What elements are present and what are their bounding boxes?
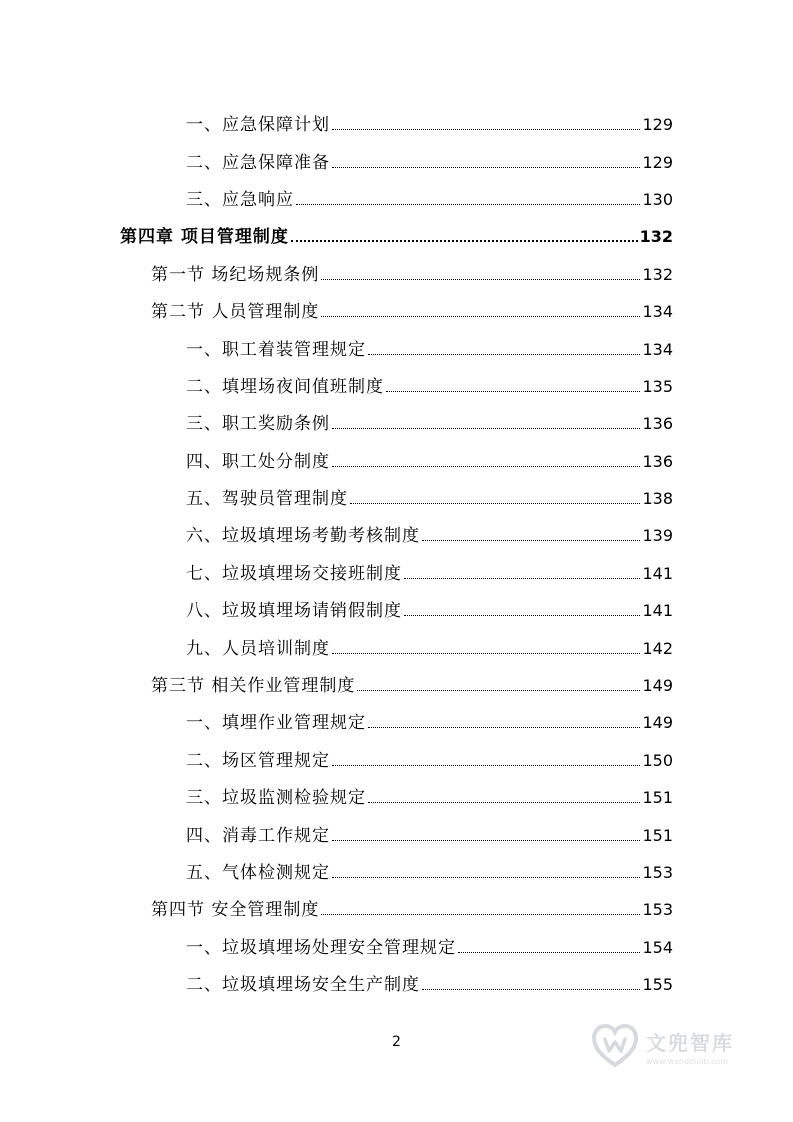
toc-entry-label: 八、垃圾填埋场请销假制度	[186, 601, 402, 622]
toc-entry-page: 141	[642, 563, 673, 583]
toc-entry-page: 151	[642, 788, 673, 808]
toc-section-entry[interactable]	[0, 291, 793, 328]
toc-entry[interactable]	[0, 814, 793, 851]
toc-section-entry[interactable]	[0, 665, 793, 702]
toc-entry-label: 九、人员培训制度	[186, 638, 330, 659]
toc-entry-label: 一、垃圾填埋场处理安全管理规定	[186, 937, 456, 958]
toc-entry[interactable]	[0, 141, 793, 178]
toc-entry[interactable]	[0, 553, 793, 590]
toc-entry-page: 134	[642, 339, 673, 359]
toc-dot-leader	[458, 951, 640, 953]
toc-dot-leader	[321, 278, 640, 280]
toc-entry[interactable]	[0, 852, 793, 889]
watermark-name: 文兜智库	[646, 1030, 734, 1055]
toc-entry-page: 155	[642, 975, 673, 995]
toc-dot-leader	[386, 390, 640, 392]
toc-entry-page: 138	[642, 489, 673, 509]
toc-entry-page: 149	[642, 713, 673, 733]
toc-entry-label: 第二节 人员管理制度	[151, 302, 320, 323]
toc-dot-leader	[350, 502, 640, 504]
toc-dot-leader	[332, 652, 640, 654]
toc-entry-label: 二、应急保障准备	[186, 152, 330, 173]
toc-entry-page: 132	[639, 227, 673, 247]
toc-dot-leader	[332, 839, 640, 841]
toc-entry-label: 第四章 项目管理制度	[120, 227, 289, 248]
table-of-contents	[0, 104, 793, 1001]
page-number: 2	[392, 1034, 401, 1050]
toc-entry[interactable]	[0, 627, 793, 664]
toc-entry[interactable]	[0, 740, 793, 777]
toc-entry[interactable]	[0, 403, 793, 440]
toc-entry-page: 132	[642, 264, 673, 284]
toc-entry-page: 150	[642, 750, 673, 770]
toc-entry[interactable]	[0, 515, 793, 552]
toc-dot-leader	[332, 764, 640, 766]
toc-entry-label: 三、垃圾监测检验规定	[186, 788, 366, 809]
toc-entry-page: 141	[642, 601, 673, 621]
toc-entry[interactable]	[0, 964, 793, 1001]
toc-dot-leader	[321, 913, 640, 915]
toc-entry-page: 129	[642, 115, 673, 135]
toc-section-entry[interactable]	[0, 889, 793, 926]
toc-entry-label: 第四节 安全管理制度	[151, 900, 320, 921]
toc-dot-leader	[422, 988, 640, 990]
toc-dot-leader	[404, 614, 640, 616]
toc-entry-label: 一、应急保障计划	[186, 115, 330, 136]
toc-entry[interactable]	[0, 927, 793, 964]
toc-dot-leader	[332, 876, 640, 878]
toc-entry-page: 153	[642, 900, 673, 920]
toc-dot-leader	[291, 239, 638, 242]
toc-entry-page: 151	[642, 825, 673, 845]
toc-dot-leader	[368, 801, 640, 803]
toc-entry[interactable]	[0, 328, 793, 365]
toc-entry[interactable]	[0, 478, 793, 515]
toc-dot-leader	[357, 689, 640, 691]
toc-entry-page: 134	[642, 302, 673, 322]
toc-entry[interactable]	[0, 179, 793, 216]
toc-entry-label: 三、职工奖励条例	[186, 414, 330, 435]
toc-entry-page: 135	[642, 376, 673, 396]
toc-entry-label: 二、垃圾填埋场安全生产制度	[186, 975, 420, 996]
toc-dot-leader	[296, 203, 640, 205]
toc-entry-page: 142	[642, 638, 673, 658]
toc-entry-label: 二、场区管理规定	[186, 750, 330, 771]
toc-entry-label: 六、垃圾填埋场考勤考核制度	[186, 526, 420, 547]
watermark-url: www.wendoulib.com	[646, 1056, 729, 1066]
toc-dot-leader	[368, 353, 640, 355]
toc-entry-label: 七、垃圾填埋场交接班制度	[186, 563, 402, 584]
toc-entry-label: 四、消毒工作规定	[186, 825, 330, 846]
toc-chapter-entry[interactable]	[0, 216, 793, 253]
toc-entry-page: 149	[642, 676, 673, 696]
toc-dot-leader	[332, 166, 640, 168]
toc-dot-leader	[332, 465, 640, 467]
toc-entry-label: 一、填埋作业管理规定	[186, 713, 366, 734]
toc-entry-label: 三、应急响应	[186, 189, 294, 210]
toc-dot-leader	[368, 726, 640, 728]
toc-dot-leader	[404, 577, 640, 579]
toc-entry-label: 一、职工着装管理规定	[186, 339, 366, 360]
toc-entry[interactable]	[0, 104, 793, 141]
toc-entry[interactable]	[0, 702, 793, 739]
toc-dot-leader	[321, 315, 640, 317]
toc-entry-label: 五、气体检测规定	[186, 863, 330, 883]
toc-entry[interactable]	[0, 590, 793, 627]
watermark-text	[646, 1027, 734, 1066]
toc-entry-page: 130	[642, 189, 673, 209]
toc-entry[interactable]	[0, 366, 793, 403]
toc-entry-page: 154	[642, 937, 673, 957]
toc-entry-page: 136	[642, 451, 673, 471]
toc-entry-page: 139	[642, 526, 673, 546]
toc-dot-leader	[332, 427, 640, 429]
toc-entry-label: 五、驾驶员管理制度	[186, 489, 348, 510]
toc-entry-page: 136	[642, 414, 673, 434]
toc-entry-page: 129	[642, 152, 673, 172]
toc-section-entry[interactable]	[0, 254, 793, 291]
toc-entry-page: 153	[642, 863, 673, 882]
toc-entry-label: 第一节 场纪场规条例	[151, 264, 320, 285]
heart-w-logo-icon	[590, 1021, 640, 1071]
toc-entry[interactable]	[0, 777, 793, 814]
toc-entry-label: 四、职工处分制度	[186, 451, 330, 472]
toc-entry[interactable]	[0, 441, 793, 478]
toc-dot-leader	[422, 539, 640, 541]
toc-entry-label: 第三节 相关作业管理制度	[151, 676, 356, 697]
watermark	[590, 1016, 760, 1076]
toc-dot-leader	[332, 128, 640, 130]
toc-entry-label: 二、填埋场夜间值班制度	[186, 376, 384, 397]
